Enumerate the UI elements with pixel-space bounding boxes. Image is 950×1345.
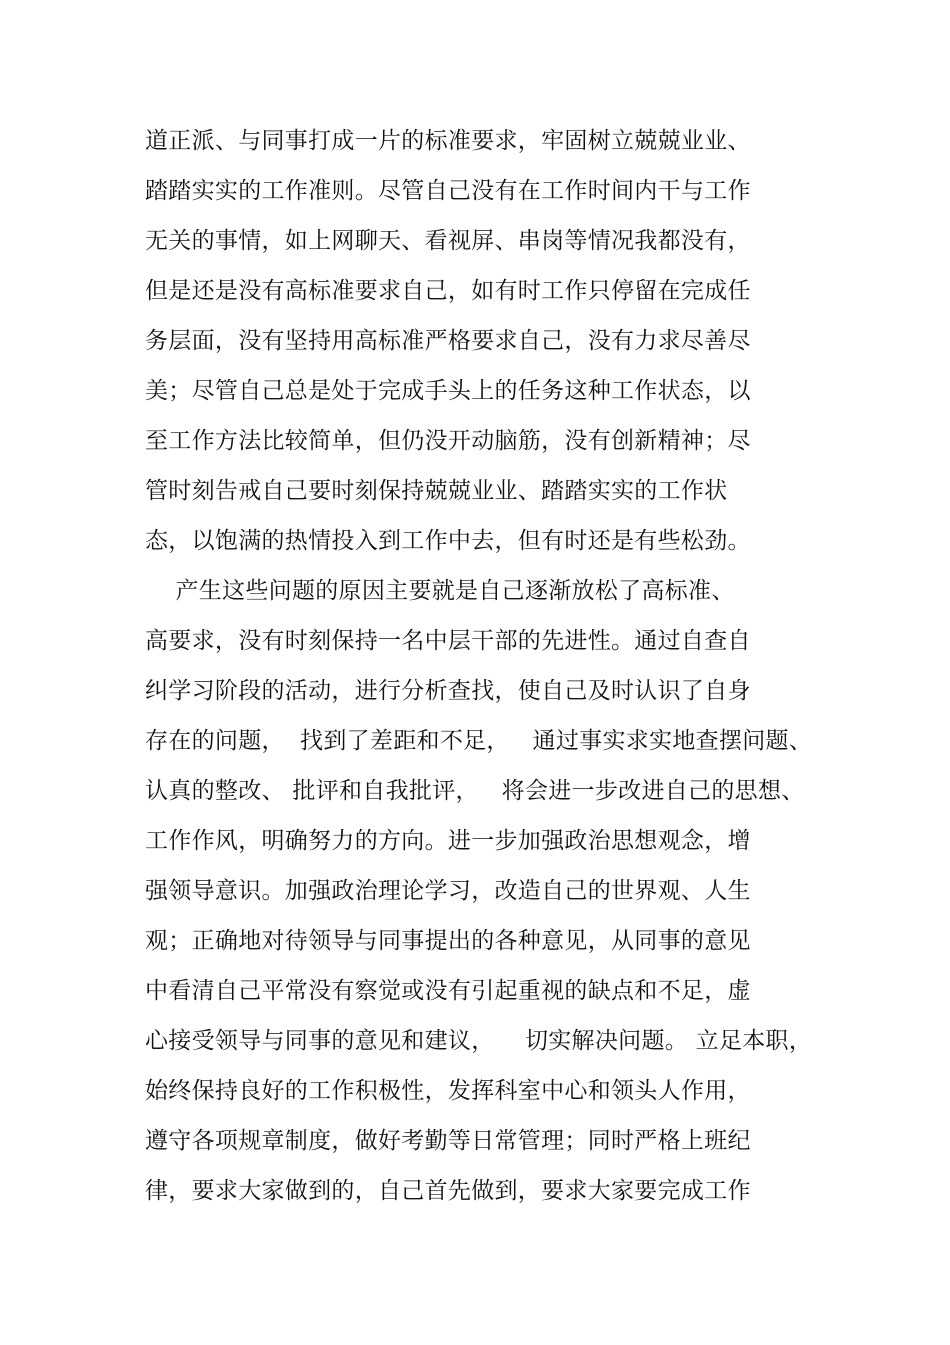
text-line: 遵守各项规章制度，做好考勤等日常管理；同时严格上班纪 bbox=[145, 1128, 751, 1154]
text-line: 中看清自己平常没有察觉或没有引起重视的缺点和不足，虚 bbox=[145, 978, 751, 1004]
text-line: 心接受领导与同事的意见和建议， 切实解决问题。 立足本职， bbox=[145, 1028, 813, 1054]
text-line: 但是还是没有高标准要求自己，如有时工作只停留在完成任 bbox=[145, 278, 751, 304]
text-line: 强领导意识。加强政治理论学习，改造自己的世界观、人生 bbox=[145, 878, 751, 904]
text-line: 高要求，没有时刻保持一名中层干部的先进性。通过自查自 bbox=[145, 628, 751, 654]
text-line: 管时刻告戒自己要时刻保持兢兢业业、踏踏实实的工作状 bbox=[145, 478, 728, 504]
text-line: 认真的整改、 批评和自我批评， 将会进一步改进自己的思想、 bbox=[145, 778, 805, 804]
text-line: 纠学习阶段的活动，进行分析查找，使自己及时认识了自身 bbox=[145, 678, 751, 704]
text-line: 律，要求大家做到的，自己首先做到，要求大家要完成工作 bbox=[145, 1178, 751, 1204]
text-line: 工作作风，明确努力的方向。进一步加强政治思想观念，增 bbox=[145, 828, 751, 854]
text-line: 态，以饱满的热情投入到工作中去，但有时还是有些松劲。 bbox=[145, 528, 751, 554]
text-line: 踏踏实实的工作准则。尽管自己没有在工作时间内干与工作 bbox=[145, 178, 751, 204]
text-line: 美；尽管自己总是处于完成手头上的任务这种工作状态，以 bbox=[145, 378, 751, 404]
text-line: 观；正确地对待领导与同事提出的各种意见，从同事的意见 bbox=[145, 928, 751, 954]
text-line: 务层面，没有坚持用高标准严格要求自己，没有力求尽善尽 bbox=[145, 328, 751, 354]
text-line: 始终保持良好的工作积极性，发挥科室中心和领头人作用， bbox=[145, 1078, 751, 1104]
text-line: 道正派、与同事打成一片的标准要求，牢固树立兢兢业业、 bbox=[145, 128, 751, 154]
text-line: 至工作方法比较简单，但仍没开动脑筋，没有创新精神；尽 bbox=[145, 428, 751, 454]
text-line: 无关的事情，如上网聊天、看视屏、串岗等情况我都没有， bbox=[145, 228, 751, 254]
text-line: 存在的问题， 找到了差距和不足， 通过事实求实地查摆问题、 bbox=[145, 728, 813, 754]
paragraph-start-line: 产生这些问题的原因主要就是自己逐渐放松了高标准、 bbox=[145, 578, 735, 604]
